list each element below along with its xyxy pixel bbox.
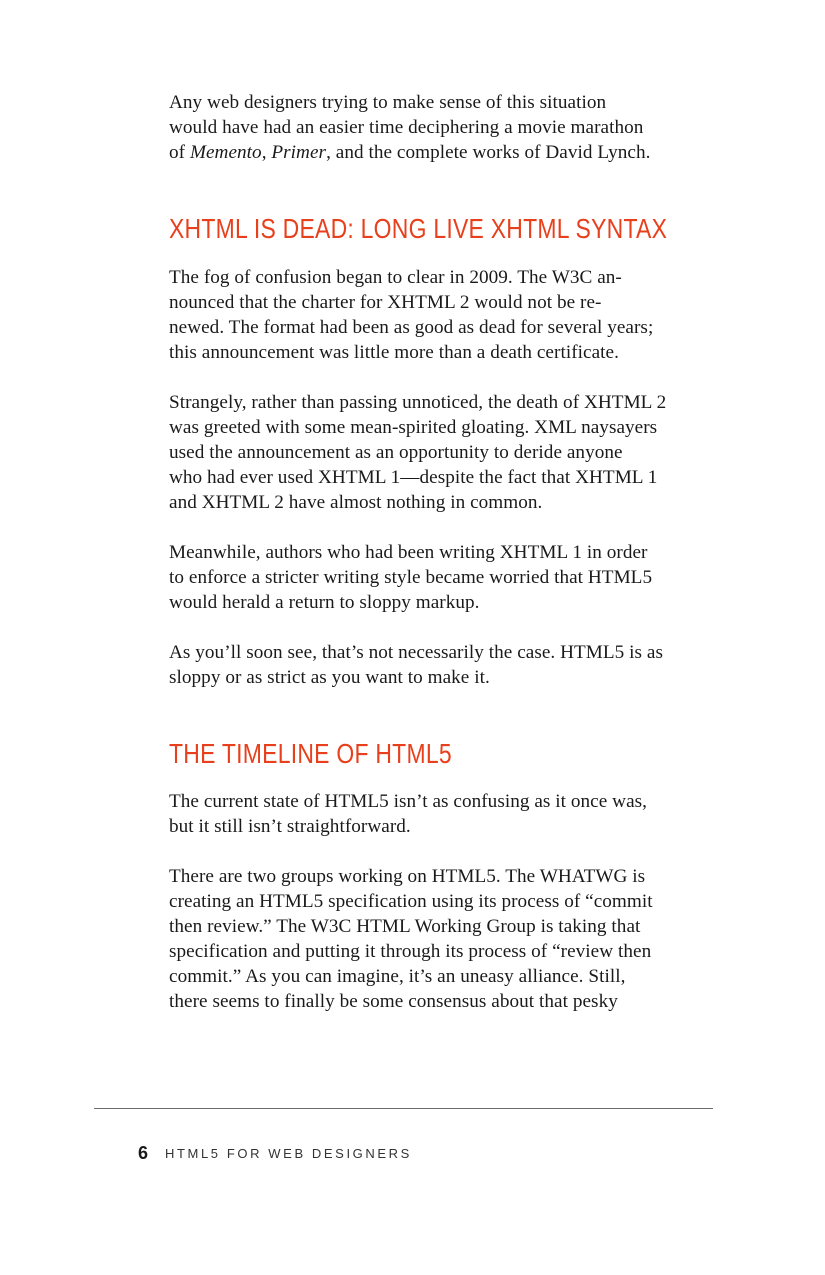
text-line: Meanwhile, authors who had been writing XHTML 1 in order bbox=[169, 542, 648, 563]
text-line: then review.” The W3C HTML Working Group is taking that bbox=[169, 916, 641, 937]
section2-body bbox=[169, 789, 653, 1039]
paragraph bbox=[169, 640, 666, 690]
text-line: creating an HTML5 specification using its process of “commit bbox=[169, 891, 653, 912]
text-line: As you’ll soon see, that’s not necessarily the case. HTML5 is as bbox=[169, 642, 663, 663]
page-footer bbox=[138, 1141, 412, 1165]
emphasis-primer: Primer bbox=[271, 142, 327, 163]
section1-body bbox=[169, 265, 666, 715]
running-footer-title: HTML5 FOR WEB DESIGNERS bbox=[165, 1145, 412, 1161]
text-line: Strangely, rather than passing unnoticed, the death of XHTML 2 bbox=[169, 392, 667, 413]
paragraph bbox=[169, 540, 666, 615]
text-line: used the announcement as an opportunity to deride anyone bbox=[169, 442, 623, 463]
text-line: sloppy or as strict as you want to make it. bbox=[169, 667, 490, 688]
text-line: there seems to finally be some consensus about that pesky bbox=[169, 991, 618, 1012]
text-line: specification and putting it through its process of “review then bbox=[169, 941, 652, 962]
text-line: would have had an easier time deciphering a movie marathon bbox=[169, 117, 644, 138]
text-line: Any web designers trying to make sense of this situation bbox=[169, 92, 607, 113]
paragraph bbox=[169, 90, 650, 165]
text-fragment: , bbox=[261, 142, 272, 163]
page-number: 6 bbox=[138, 1142, 149, 1163]
text-line: to enforce a stricter writing style became worried that HTML5 bbox=[169, 567, 653, 588]
paragraph bbox=[169, 864, 653, 1014]
text-fragment: of bbox=[169, 142, 190, 163]
text-line: but it still isn’t straightforward. bbox=[169, 816, 411, 837]
paragraph bbox=[169, 789, 653, 839]
text-fragment: , and the complete works of David Lynch. bbox=[326, 142, 651, 163]
text-line: this announcement was little more than a death certificate. bbox=[169, 342, 619, 363]
emphasis-memento: Memento bbox=[189, 142, 262, 163]
text-line: was greeted with some mean-spirited gloating. XML naysayers bbox=[169, 417, 658, 438]
text-line: The current state of HTML5 isn’t as confusing as it once was, bbox=[169, 791, 647, 812]
text-line: nounced that the charter for XHTML 2 would not be re- bbox=[169, 292, 602, 313]
text-line: The fog of confusion began to clear in 2009. The W3C an- bbox=[169, 267, 622, 288]
intro-paragraph bbox=[169, 90, 650, 190]
section-heading-timeline: THE TIMELINE OF HTML5 bbox=[169, 738, 452, 769]
text-line: newed. The format had been as good as dead for several years; bbox=[169, 317, 654, 338]
footer-divider bbox=[94, 1108, 713, 1109]
paragraph bbox=[169, 390, 666, 515]
paragraph bbox=[169, 265, 666, 365]
text-line: commit.” As you can imagine, it’s an uneasy alliance. Still, bbox=[169, 966, 626, 987]
text-line: and XHTML 2 have almost nothing in common. bbox=[169, 492, 543, 513]
text-line: There are two groups working on HTML5. The WHATWG is bbox=[169, 866, 646, 887]
text-line bbox=[169, 140, 650, 165]
section-heading-xhtml-dead: XHTML IS DEAD: LONG LIVE XHTML SYNTAX bbox=[169, 213, 668, 244]
text-line: would herald a return to sloppy markup. bbox=[169, 592, 480, 613]
text-line: who had ever used XHTML 1—despite the fact that XHTML 1 bbox=[169, 467, 658, 488]
